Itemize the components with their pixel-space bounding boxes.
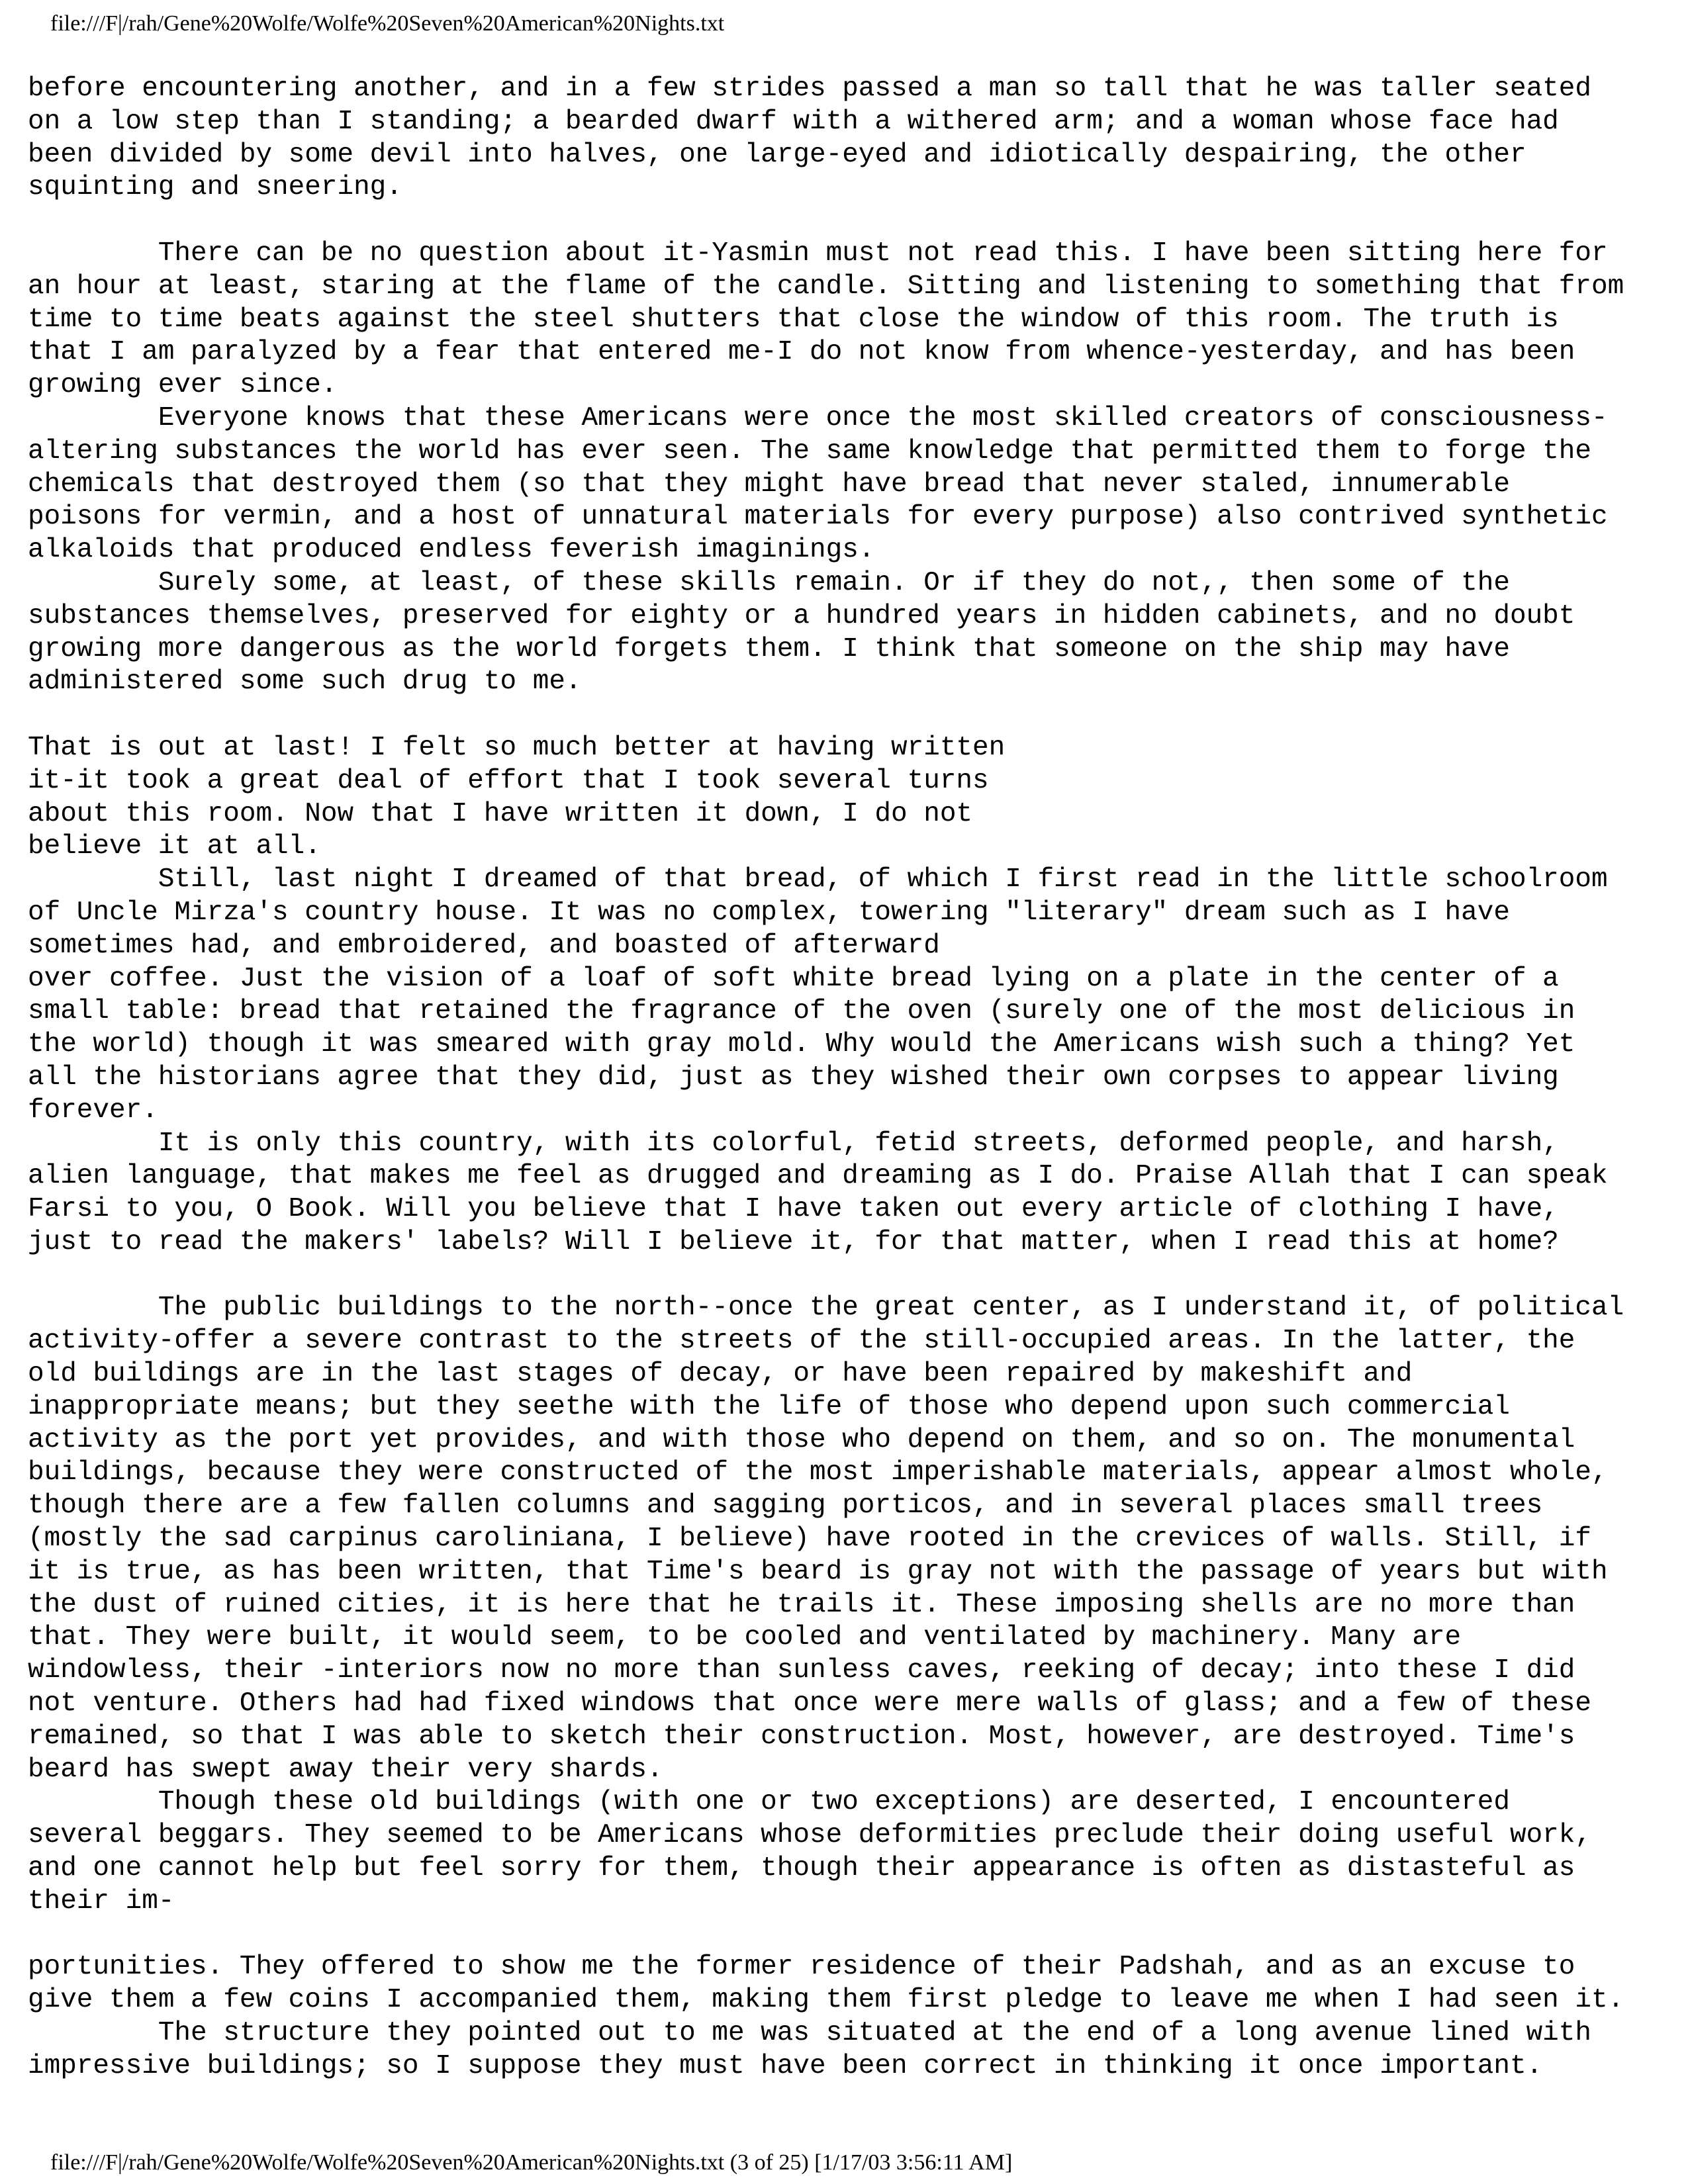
- text-line: impressive buildings; so I suppose they must have been correct in thinking it once important.: [28, 2050, 1543, 2081]
- text-line: not venture. Others had had fixed windows that once were mere walls of glass; and a few of these: [28, 1688, 1591, 1719]
- text-line: several beggars. They seemed to be Americans whose deformities preclude their doing useful work,: [28, 1820, 1591, 1851]
- text-line: old buildings are in the last stages of decay, or have been repaired by makeshift and: [28, 1359, 1413, 1390]
- text-line: it is true, as has been written, that Time's beard is gray not with the passage of years but with: [28, 1556, 1608, 1587]
- text-line: growing more dangerous as the world forgets them. I think that someone on the ship may have: [28, 633, 1510, 664]
- text-line: administered some such drug to me.: [28, 666, 582, 698]
- text-line: the dust of ruined cities, it is here that he trails it. These imposing shells are no more than: [28, 1589, 1575, 1620]
- text-line: windowless, their -interiors now no more than sunless caves, reeking of decay; into these I did: [28, 1655, 1575, 1686]
- text-line: Farsi to you, O Book. Will you believe that I have taken out every article of clothing I have,: [28, 1194, 1559, 1225]
- text-line: their im-: [28, 1886, 175, 1917]
- text-line: about this room. Now that I have written it down, I do not: [28, 798, 973, 829]
- text-line: Still, last night I dreamed of that bread, of which I first read in the little schoolroom: [28, 864, 1608, 895]
- text-line: activity as the port yet provides, and with those who depend on them, and so on. The monumental: [28, 1424, 1575, 1455]
- text-line: The public buildings to the north--once the great center, as I understand it, of political: [28, 1293, 1624, 1324]
- text-line: an hour at least, staring at the flame of the candle. Sitting and listening to something that from: [28, 271, 1624, 302]
- text-line: before encountering another, and in a few strides passed a man so tall that he was taller seated: [28, 73, 1591, 104]
- text-line: (mostly the sad carpinus caroliniana, I believe) have rooted in the crevices of walls. Still, if: [28, 1524, 1591, 1555]
- text-line: on a low step than I standing; a bearded dwarf with a withered arm; and a woman whose face had: [28, 106, 1559, 137]
- text-line: Surely some, at least, of these skills remain. Or if they do not,, then some of the: [28, 567, 1510, 598]
- text-line: That is out at last! I felt so much better at having written: [28, 732, 1006, 763]
- file-path-footer: file:///F|/rah/Gene%20Wolfe/Wolfe%20Seven%20American%20Nights.txt (3 of 25) [1/17/03 3:56:11 AM]: [50, 2150, 1013, 2175]
- text-line: beard has swept away their very shards.: [28, 1754, 663, 1785]
- text-line: and one cannot help but feel sorry for them, though their appearance is often as distasteful as: [28, 1853, 1575, 1884]
- text-line: It is only this country, with its colorful, fetid streets, deformed people, and harsh,: [28, 1128, 1559, 1159]
- text-line: that I am paralyzed by a fear that entered me-I do not know from whence-yesterday, and has been: [28, 337, 1575, 368]
- text-line: believe it at all.: [28, 831, 321, 862]
- text-line: time to time beats against the steel shutters that close the window of this room. The truth is: [28, 304, 1559, 335]
- text-line: inappropriate means; but they seethe with the life of those who depend upon such commercial: [28, 1391, 1510, 1422]
- text-line: forever.: [28, 1095, 158, 1126]
- text-line: small table: bread that retained the fragrance of the oven (surely one of the most delicious in: [28, 996, 1575, 1027]
- text-line: altering substances the world has ever seen. The same knowledge that permitted them to forge the: [28, 435, 1591, 467]
- text-line: remained, so that I was able to sketch their construction. Most, however, are destroyed. Time's: [28, 1721, 1575, 1752]
- document-body: [28, 73, 1683, 2083]
- text-line: give them a few coins I accompanied them, making them first pledge to leave me when I had seen it.: [28, 1985, 1624, 2016]
- text-line: alkaloids that produced endless feverish imaginings.: [28, 535, 875, 566]
- text-line: of Uncle Mirza's country house. It was no complex, towering "literary" dream such as I have: [28, 897, 1510, 928]
- text-line: just to read the makers' labels? Will I believe it, for that matter, when I read this at home?: [28, 1226, 1559, 1257]
- text-line: been divided by some devil into halves, one large-eyed and idiotically despairing, the other: [28, 139, 1526, 170]
- text-line: activity-offer a severe contrast to the streets of the still-occupied areas. In the latter, the: [28, 1326, 1575, 1357]
- text-line: squinting and sneering.: [28, 172, 402, 203]
- text-line: it-it took a great deal of effort that I took several turns: [28, 765, 989, 796]
- text-line: growing ever since.: [28, 370, 338, 401]
- text-line: The structure they pointed out to me was situated at the end of a long avenue lined with: [28, 2018, 1591, 2049]
- text-line: Everyone knows that these Americans were once the most skilled creators of consciousness-: [28, 402, 1608, 433]
- text-line: There can be no question about it-Yasmin must not read this. I have been sitting here for: [28, 238, 1608, 269]
- text-line: substances themselves, preserved for eighty or a hundred years in hidden cabinets, and no doubt: [28, 600, 1575, 631]
- text-line: sometimes had, and embroidered, and boasted of afterward: [28, 930, 940, 961]
- text-line: Though these old buildings (with one or two exceptions) are deserted, I encountered: [28, 1787, 1510, 1818]
- text-line: buildings, because they were constructed of the most imperishable materials, appear almost whole,: [28, 1457, 1608, 1488]
- text-line: chemicals that destroyed them (so that they might have bread that never staled, innumerable: [28, 469, 1510, 500]
- text-line: the world) though it was smeared with gray mold. Why would the Americans wish such a thing? Yet: [28, 1029, 1575, 1060]
- text-line: alien language, that makes me feel as drugged and dreaming as I do. Praise Allah that I can speak: [28, 1161, 1608, 1192]
- text-line: that. They were built, it would seem, to be cooled and ventilated by machinery. Many are: [28, 1622, 1462, 1653]
- text-line: poisons for vermin, and a host of unnatural materials for every purpose) also contrived synthetic: [28, 502, 1608, 533]
- text-line: portunities. They offered to show me the former residence of their Padshah, and as an excuse to: [28, 1952, 1575, 1983]
- text-line: though there are a few fallen columns and sagging porticos, and in several places small trees: [28, 1490, 1543, 1522]
- file-path-header: file:///F|/rah/Gene%20Wolfe/Wolfe%20Seven%20American%20Nights.txt: [50, 11, 725, 36]
- text-line: over coffee. Just the vision of a loaf of soft white bread lying on a plate in the center of a: [28, 963, 1559, 994]
- text-line: all the historians agree that they did, just as they wished their own corpses to appear living: [28, 1062, 1559, 1093]
